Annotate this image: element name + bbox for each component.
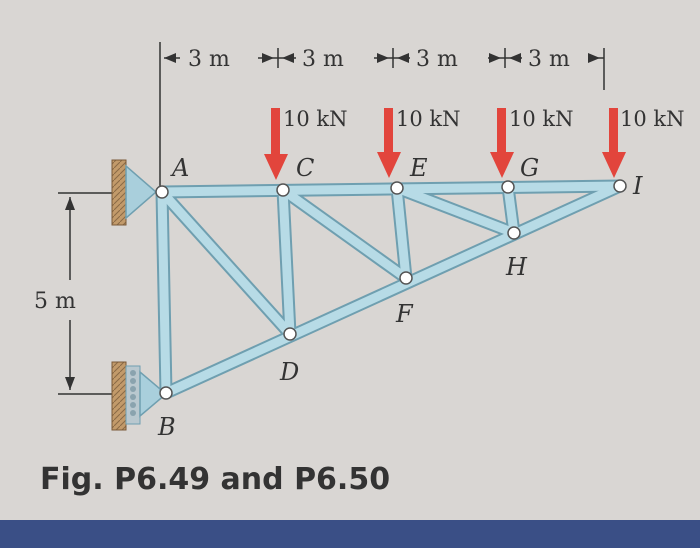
joint-b [160,387,172,399]
member-gh [508,187,514,233]
truss-members [162,186,620,393]
height-dim-arrow-down [65,377,75,390]
joint-a [156,186,168,198]
member-ad [162,192,290,334]
spacing-label-4: 3 m [528,47,570,72]
joint-g [502,181,514,193]
bottom-chord [166,186,620,393]
spacing-label-2: 3 m [302,47,344,72]
joint-label-d: D [280,358,300,386]
figure-caption: Fig. P6.49 and P6.50 [40,462,391,497]
joint-label-a: A [172,154,190,182]
page-bottom-band [0,520,700,548]
joint-label-i: I [633,172,643,200]
joint-label-c: C [296,154,315,182]
spacing-label-1: 3 m [188,47,230,72]
load-label-c: 10 kN [283,107,348,131]
load-label-i: 10 kN [620,107,685,131]
support-a [112,160,156,225]
spacing-label-3: 3 m [416,47,458,72]
joint-label-b: B [158,413,176,441]
joint-label-h: H [506,253,527,281]
joint-d [284,328,296,340]
joint-e [391,182,403,194]
joint-h [508,227,520,239]
member-ab [162,192,166,393]
joint-c [277,184,289,196]
member-eh [397,188,514,233]
height-label: 5 m [34,289,76,314]
load-label-g: 10 kN [509,107,574,131]
height-dim-arrow-up [65,197,75,210]
joint-f [400,272,412,284]
joint-label-f: F [396,300,413,328]
member-cf [283,190,406,278]
joint-label-g: G [520,154,540,182]
joint-label-e: E [410,154,428,182]
load-label-e: 10 kN [396,107,461,131]
joint-i [614,180,626,192]
